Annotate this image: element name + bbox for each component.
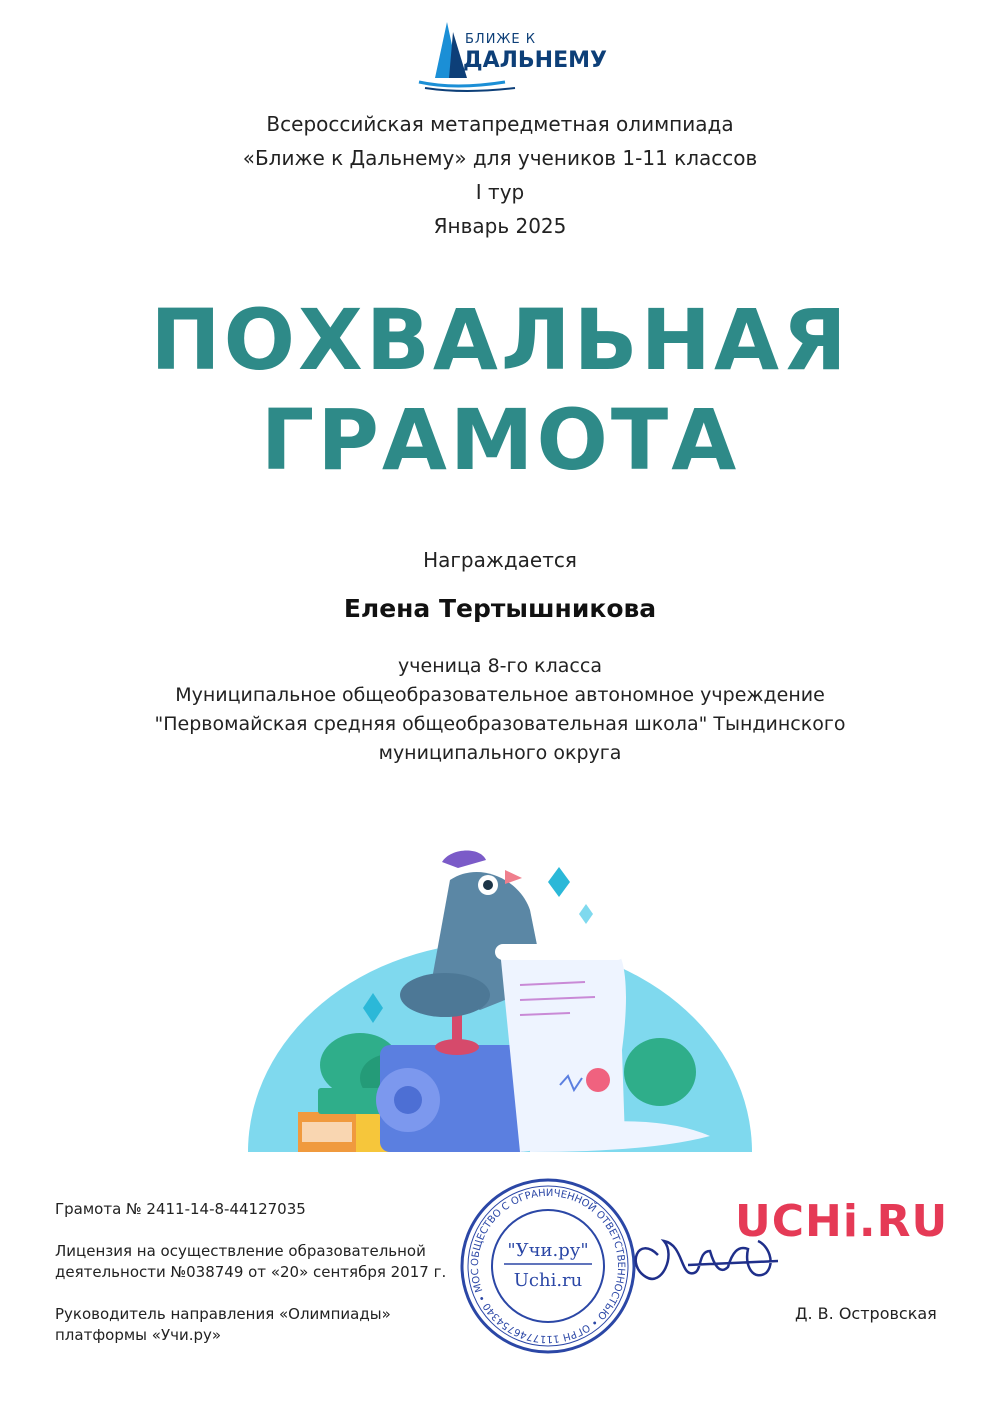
- stamp-ring-text: ОБЩЕСТВО С ОГРАНИЧЕННОЙ ОТВЕТСТВЕННОСТЬЮ • ОГРН 1117746754340 • МОС: [469, 1187, 627, 1345]
- logo-line1: БЛИЖЕ К: [465, 32, 536, 47]
- license-line-2: деятельности №038749 от «20» сентября 2017 г.: [55, 1263, 447, 1281]
- license-line-1: Лицензия на осуществление образовательной: [55, 1242, 426, 1260]
- event-line-2: «Ближе к Дальнему» для учеников 1-11 классов: [242, 146, 758, 170]
- event-info: [0, 107, 1000, 243]
- certificate-scroll: [500, 944, 626, 1152]
- certificate-number: Грамота № 2411-14-8-44127035: [55, 1200, 306, 1218]
- bush-right: [624, 1038, 696, 1106]
- student-info: [0, 652, 1000, 768]
- signer-name: Д. В. Островская: [795, 1304, 937, 1323]
- uchi-ru-logo: UCHi.RU: [735, 1196, 949, 1247]
- student-name: Елена Тертышникова: [343, 594, 657, 623]
- head-line-1: Руководитель направления «Олимпиады»: [55, 1305, 391, 1323]
- stamp-seal-icon: [458, 1176, 638, 1356]
- olympiad-logo: [415, 18, 607, 94]
- event-line-3: I тур: [475, 180, 525, 204]
- official-stamp: [458, 1176, 638, 1356]
- diamond-icon: [579, 904, 593, 924]
- head-line-2: платформы «Учи.ру»: [55, 1326, 222, 1344]
- awarded-label: Награждается: [423, 548, 577, 572]
- illustration: [230, 840, 770, 1152]
- school-line-3: муниципального округа: [378, 742, 622, 764]
- title-line-2: ГРАМОТА: [260, 391, 740, 489]
- logo-line2: ДАЛЬНЕМУ: [463, 48, 607, 73]
- stamp-center-line2: Uchi.ru: [513, 1270, 583, 1291]
- student-grade: ученица 8-го класса: [398, 655, 602, 677]
- stamp-center-line1: "Учи.ру": [507, 1240, 589, 1261]
- license-info: [55, 1241, 446, 1283]
- diamond-icon: [548, 867, 570, 897]
- certificate-title: [0, 290, 1000, 490]
- school-line-2: "Первомайская средняя общеобразовательная школа" Тындинского: [154, 713, 846, 735]
- school-line-1: Муниципальное общеобразовательное автономное учреждение: [175, 684, 825, 706]
- title-line-1: ПОХВАЛЬНАЯ: [150, 291, 850, 389]
- event-line-1: Всероссийская метапредметная олимпиада: [266, 112, 734, 136]
- head-info: [55, 1304, 391, 1346]
- event-line-4: Январь 2025: [433, 214, 567, 238]
